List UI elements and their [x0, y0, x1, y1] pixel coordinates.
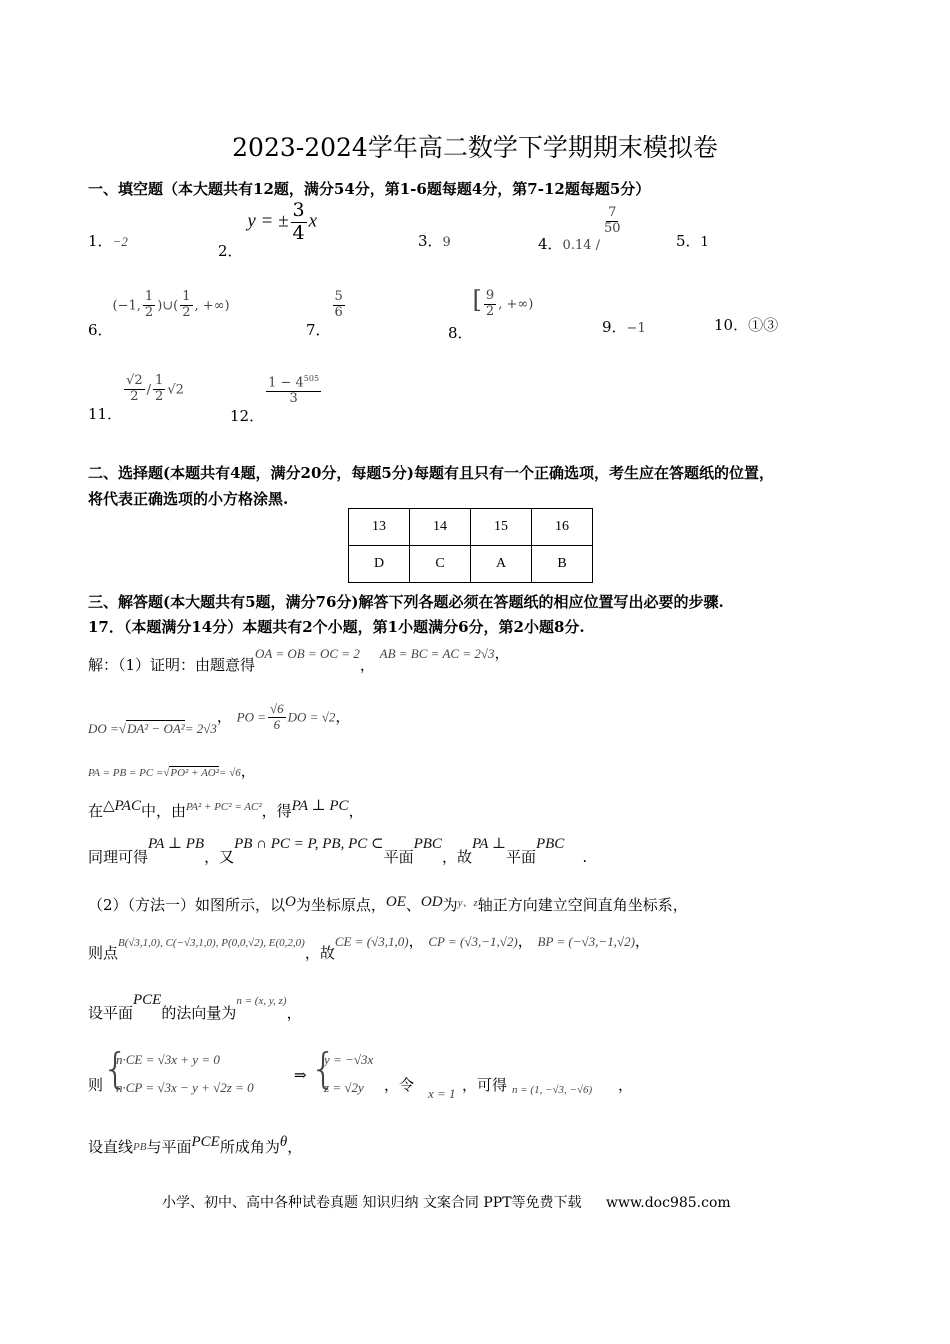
solution-line-5: 同理可得PA ⊥ PB，又PB ∩ PC = P, PB, PC ⊂平面PBC，故PA ⊥平面PBC. — [88, 836, 588, 866]
fill-q7: 7． $\frac{5}{6}$ — [306, 289, 343, 340]
table-cell: 14 — [410, 509, 471, 546]
answer-table-answer-row — [349, 546, 593, 583]
table-cell: 16 — [532, 509, 593, 546]
table-cell: B — [532, 546, 593, 583]
table-cell: A — [471, 546, 532, 583]
solution-line-6: （2）（方法一）如图所示，以O为坐标原点，OE、OD为y、z轴正方向建立空间直角坐标系， — [88, 894, 688, 914]
fill-q8: 8．[ $\frac{9}{2}$ , +∞) — [448, 286, 534, 342]
solution-line-4: 在△PAC中，由PA² + PC² = AC²，得PA ⊥ PC， — [88, 798, 364, 820]
table-cell: C — [410, 546, 471, 583]
fill-q6: 6．(−1, $\frac{1}{2}$ )∪( $\frac{1}{2}$ , +∞) — [88, 289, 230, 340]
fill-q5: 5．1 — [676, 232, 709, 250]
section1-heading: 一、填空题（本大题共有12题，满分54分，第1-6题每题4分，第7-12题每题5分） — [88, 180, 651, 198]
fill-q11: 11． $\frac{√2}{2}$ / $\frac{1}{2}$ √2 — [88, 373, 184, 424]
solution-line-7: 则点B(√3,1,0), C(−√3,1,0), P(0,0,√2), E(0,2,0)，故CE = (√3,1,0)， CP = (√3,−1,√2)， BP = (−√3,−1,√2)， — [88, 932, 650, 962]
solution-line-3: PA = PB = PC =√PO² + AO²= √6， — [88, 762, 256, 780]
fill-q10: 10．①③ — [714, 316, 779, 334]
solution-line-8: 设平面PCE的法向量为n = (x, y, z)， — [88, 992, 302, 1022]
footer — [162, 1192, 731, 1212]
fill-q2: 2． y = ± $\frac{3}{4}$ x — [218, 199, 318, 261]
fill-q3: 3．9 — [418, 232, 451, 250]
table-cell: D — [349, 546, 410, 583]
question-17-heading: 17．（本题满分14分）本题共有2个小题，第1小题满分6分，第2小题8分. — [88, 618, 585, 636]
table-cell: 13 — [349, 509, 410, 546]
fill-q1: 1．−2 — [88, 232, 128, 250]
section2-heading-line1: 二、选择题(本题共有4题，满分20分，每题5分)每题有且只有一个正确选项，考生应在答题纸的位置， — [88, 464, 774, 482]
answer-table — [348, 508, 593, 583]
solution-line-1: 解：（1）证明：由题意得OA = OB = OC = 2， AB = BC = AC = 2√3， — [88, 644, 510, 674]
footer-url[interactable]: www.doc985.com — [605, 1195, 731, 1211]
footer-text: 小学、初中、高中各种试卷真题 知识归纳 文案合同 PPT等免费下载 — [162, 1195, 582, 1211]
page-title: 2023-2024学年高二数学下学期期末模拟卷 — [232, 133, 718, 162]
section3-heading: 三、解答题(本大题共有5题，满分76分)解答下列各题必须在答题纸的相应位置写出必要的步骤. — [88, 593, 724, 611]
solution-line-10: 设直线$_{PB}$与平面PCE所成角为θ， — [88, 1134, 303, 1156]
fill-q12: 12． $\frac{1 - 4^{505}}{3}$ — [230, 374, 320, 425]
fill-q4: 4．0.14 / $\frac{7}{50}$ — [538, 205, 621, 254]
table-cell: 15 — [471, 509, 532, 546]
section2-heading-line2: 将代表正确选项的小方格涂黑. — [88, 490, 289, 508]
fill-q9: 9．−1 — [602, 318, 646, 336]
answer-table-number-row — [349, 509, 593, 546]
solution-line-2: DO =√DA² − OA²= 2√3， PO = $\frac{√6}{6}$ DO = √2， — [88, 701, 351, 737]
